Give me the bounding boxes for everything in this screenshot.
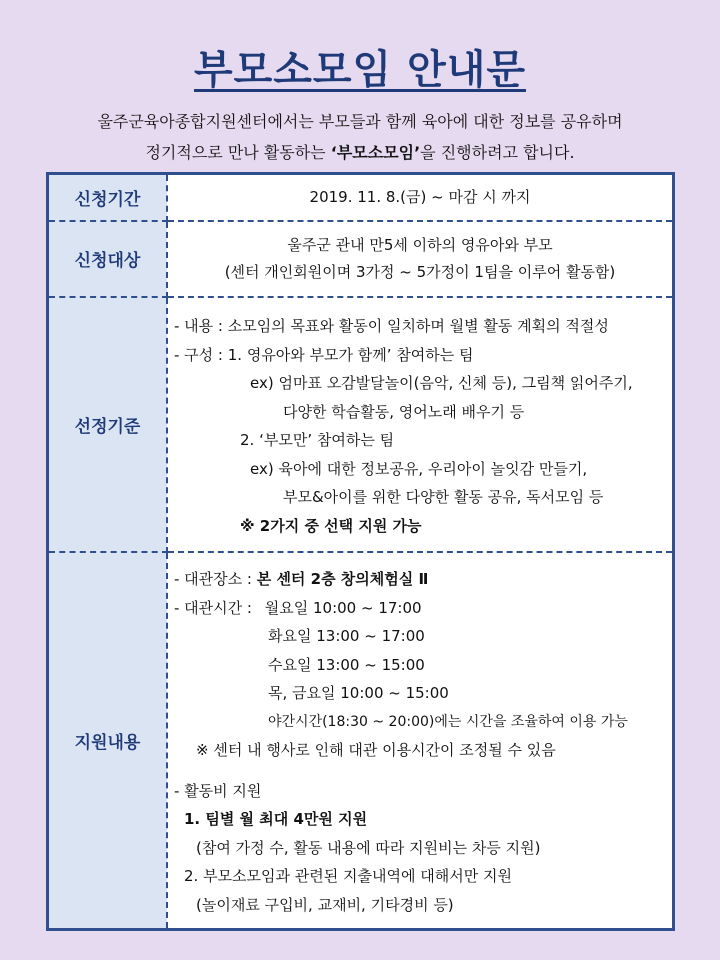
- criteria-label: 선정기준: [48, 297, 168, 552]
- fund-item-1: 1. 팀별 월 최대 4만원 지원: [184, 810, 368, 829]
- hours-item: 월요일 10:00 ~ 17:00: [264, 598, 422, 617]
- criteria-line: ex) 엄마표 오감발달놀이(음악, 신체 등), 그림책 읽어주기,: [250, 374, 633, 392]
- criteria-note: ※ 2가지 중 선택 지원 가능: [240, 516, 422, 535]
- criteria-content: [167, 297, 674, 552]
- criteria-line: 부모&아이를 위한 다양한 활동 공유, 독서모임 등: [283, 488, 604, 506]
- hours-item: 야간시간(18:30 ~ 20:00)에는 시간을 조율하여 이용 가능: [268, 713, 628, 730]
- row-target: [48, 221, 674, 297]
- period-value: 2019. 11. 8.(금) ~ 마감 시 까지: [167, 174, 674, 221]
- hours-item: 목, 금요일 10:00 ~ 15:00: [268, 684, 449, 703]
- venue-line: [168, 565, 672, 594]
- criteria-line: ex) 육아에 대한 정보공유, 우리아이 놀잇감 만들기,: [250, 459, 588, 478]
- row-criteria: [48, 297, 674, 552]
- hours-item: 수요일 13:00 ~ 15:00: [268, 655, 425, 674]
- intro-line-2-pre: 정기적으로 만나 활동하는: [145, 143, 331, 162]
- intro-line-1: 울주군육아종합지원센터에서는 부모들과 함께 육아에 대한 정보를 공유하며: [97, 112, 623, 131]
- fund-item-1-note: (참여 가정 수, 활동 내용에 따라 지원비는 차등 지원): [196, 838, 541, 857]
- target-line-1: 울주군 관내 만5세 이하의 영유아와 부모: [287, 235, 553, 254]
- target-label: 신청대상: [48, 221, 168, 297]
- page-title: [0, 38, 720, 95]
- support-label: 지원내용: [48, 552, 168, 930]
- venue-value: 본 센터 2층 창의체험실 Ⅱ: [256, 570, 429, 589]
- criteria-line: - 구성 : 1. 영유아와 부모가 함께’ 참여하는 팀: [174, 345, 474, 364]
- fund-title: - 활동비 지원: [174, 781, 262, 800]
- hours-line: [168, 594, 672, 623]
- hours-item: 화요일 13:00 ~ 17:00: [268, 627, 425, 646]
- page-title-text: 부모소모임 안내문: [193, 47, 527, 93]
- intro-line-2: [0, 137, 720, 168]
- fund-item-2: 2. 부모소모임과 관련된 지출내역에 대해서만 지원: [184, 867, 512, 886]
- info-table: [46, 172, 675, 931]
- intro-line-2-post: 을 진행하려고 합니다.: [420, 143, 575, 162]
- intro-text: [0, 106, 720, 168]
- intro-highlight: ‘부모소모임’: [330, 143, 421, 162]
- support-content: [167, 552, 674, 930]
- hours-note: ※ 센터 내 행사로 인해 대관 이용시간이 조정될 수 있음: [196, 741, 556, 760]
- criteria-line: 다양한 학습활동, 영어노래 배우기 등: [283, 402, 525, 421]
- target-line-2: (센터 개인회원이며 3가정 ~ 5가정이 1팀을 이루어 활동함): [224, 262, 616, 281]
- row-support: [48, 552, 674, 930]
- period-label: 신청기간: [48, 174, 168, 221]
- criteria-line: 2. ‘부모만’ 참여하는 팀: [240, 431, 395, 449]
- fund-item-2-note: (놀이재료 구입비, 교재비, 기타경비 등): [196, 895, 454, 914]
- target-value: [167, 221, 674, 297]
- venue-label: - 대관장소 :: [174, 570, 257, 589]
- hours-label: - 대관시간 :: [174, 598, 252, 617]
- row-period: [48, 174, 674, 221]
- criteria-line: - 내용 : 소모임의 목표와 활동이 일치하며 월별 활동 계획의 적절성: [174, 317, 609, 335]
